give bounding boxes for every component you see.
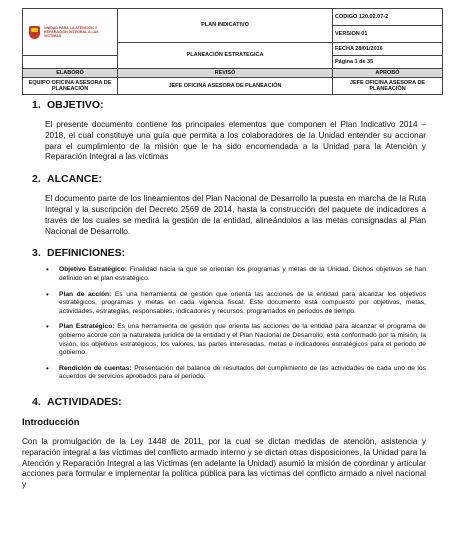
section-number: 3. [32,247,41,260]
intro-heading: Introducción [22,416,80,428]
section-heading-actividades [32,396,426,408]
logo-cell [23,9,118,56]
document-body [22,99,426,491]
section-heading-definiciones [32,247,426,259]
reviso-value: JEFE OFICINA ASESORA DE PLANEACIÓN [118,78,333,95]
section-title: OBJETIVO: [47,99,104,111]
entity-logo [25,26,115,39]
definitions-list [45,266,426,382]
logo-text: UNIDAD PARA LA ATENCIÓN Y REPARACIÓN INTEGRAL A LAS VÍCTIMAS [44,25,99,39]
definition-text: Es una herramienta de gestión que orienta las acciones de la entidad para alcanzar el programa de gobierno acorde con la naturaleza jurídica de la entidad y el Plan Nacional de Desarrollo; está conformado por la misión, la visión, los objetivos estratégicos, los valores, las partes interesadas, metas e indicadores estratégicos para el periodo de gobierno. [59,323,426,357]
definition-text: Finalidad hacia la que se orientan los programas y metas de la Unidad. Dichos objetivos se han definido en el plan estratégico. [59,266,426,282]
definition-term: Objetivo Estratégico: [59,266,128,274]
document-subtitle: PLANEACIÓN ESTRATEGICA [118,43,333,69]
page-number: Página 1 de 35 [333,56,443,69]
definition-item [45,291,426,317]
aprobo-header: APROBÓ [333,69,443,78]
section-title: ALCANCE: [47,173,102,186]
elaboro-value: EQUIPO OFICINA ASESORA DE PLANEACIÓN [23,78,118,95]
aprobo-value: JEFE OFICINA ASESORA DE PLANEACIÓN [333,78,443,95]
definition-item [45,266,426,283]
elaboro-header: ELABORÓ [23,69,118,78]
definition-text: Presentación del balance de resultados del cumplimiento de las actividades de cada uno de los acuerdos de servicios aprobados para el periodo. [59,364,426,381]
definition-item [45,323,426,357]
definition-term: Plan de acción: [59,290,112,298]
intro-paragraph: Con la promulgación de la Ley 1448 de 2011, por la cual se dictan medidas de atención, asistencia y reparación integral a las víctimas del conflicto armado interno y se dictan otras disposiciones, la Unidad para la Atención y Reparación Integral a las Víctimas (en adelante la Unidad) asumió la misión de coordinar y articular acciones para formular e implementar la política pública para las víctimas del conflicto armado a nivel nacional y [22,436,426,490]
definition-text: Es una herramienta de gestión que orienta las acciones de la entidad para alcanzar los objetivos estratégicos, programas y metas en cada vigencia fiscal. Este documento está compuesto por objetivos, metas, actividades, estrategias, responsables, indicadores y recursos, programados en periodos de tiempo. [59,290,426,315]
reviso-header: REVISÓ [118,69,333,78]
document-title: PLAN INDICATIVO [118,9,333,43]
document-code: CODIGO 120.02.07-2 [333,9,443,26]
section-number: 2. [32,173,41,186]
section-title: DEFINICIONES: [47,247,126,260]
definition-item [45,365,426,382]
document-date: FECHA 28/01/2016 [333,43,443,56]
section-heading-alcance [32,173,426,185]
logo-cell-bottom [23,56,118,69]
section-title: ACTIVIDADES: [47,395,122,408]
section-number: 4. [32,395,41,408]
definition-term: Plan Estratégico: [59,323,115,331]
section-heading-objetivo [32,99,426,111]
document-header-table [22,8,443,95]
definition-term: Rendición de cuentas: [59,364,132,372]
section-number: 1. [32,99,41,111]
objetivo-paragraph: El presente documento contiene los principales elementos que componen el Plan Indicativo 2014 – 2018, el cual constituye una guía que permita a los colaboradores de la Unidad entender su accionar para el cumplimiento de la misión que le ha sido encomendada a la Unidad para la Atención y Reparación Integral a las víctimas [45,120,426,162]
coat-of-arms-icon [29,26,40,39]
alcance-paragraph: El documento parte de los lineamientos del Plan Nacional de Desarrollo la puesta en marcha de la Ruta Integral y la suscripción del Decreto 2569 de 2014, hasta la construcción del paquete de indicadores a través de los cuales se medirá la gestión de la entidad, alineándolos a las metas consignadas al Plan Nacional de Desarrollo. [45,194,426,236]
document-version: VERSION 01 [333,26,443,43]
